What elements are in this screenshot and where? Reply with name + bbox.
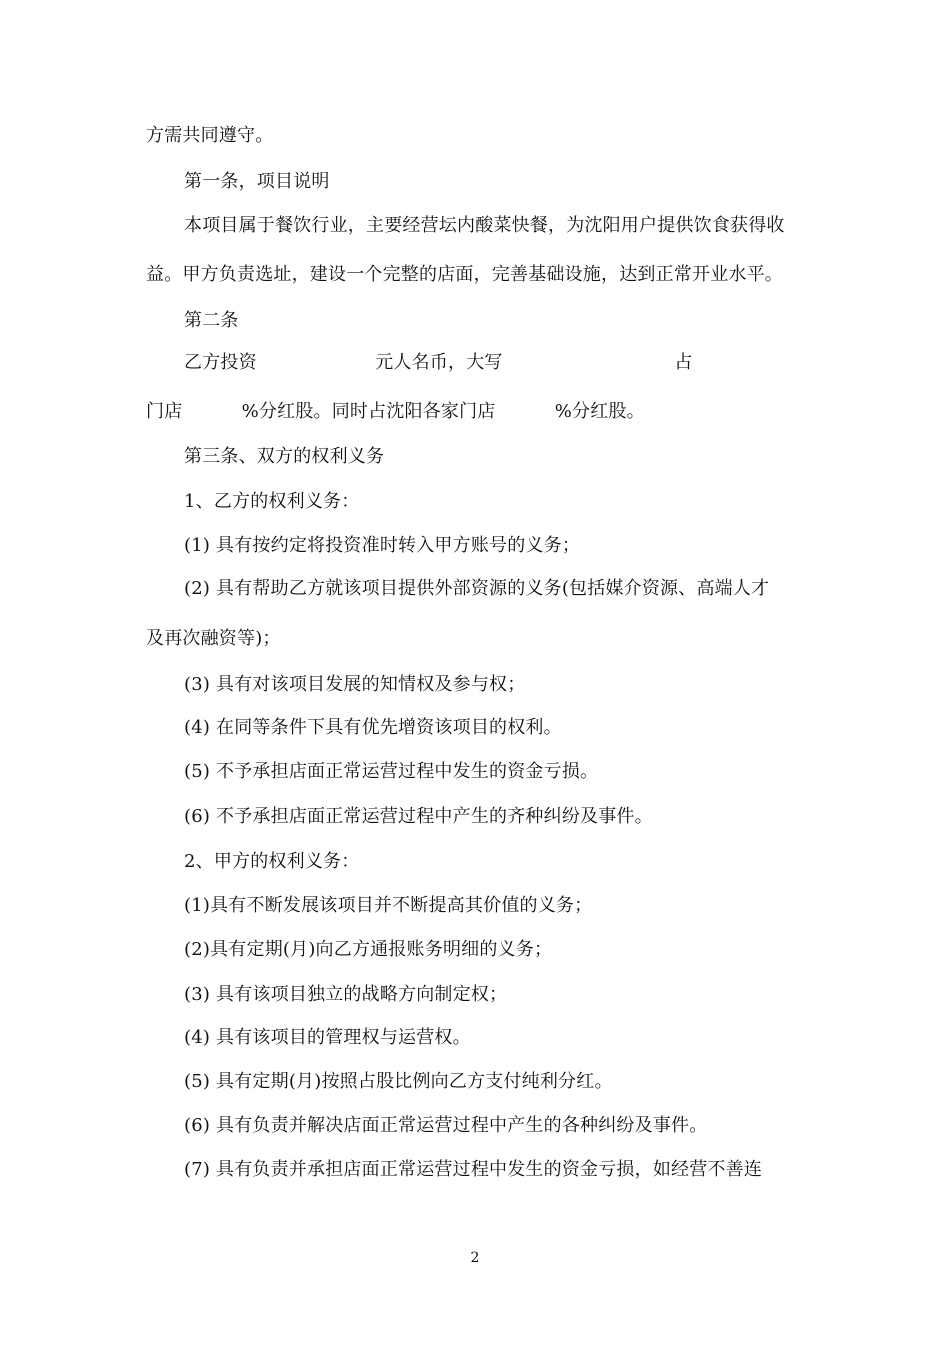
- text-line: 门店 %分红股。同时占沈阳各家门店 %分红股。: [146, 401, 645, 422]
- text-line: 本项目属于餐饮行业，主要经营坛内酸菜快餐，为沈阳用户提供饮食获得收: [184, 215, 785, 236]
- list-item: (4) 在同等条件下具有优先增资该项目的权利。: [184, 717, 562, 738]
- list-item: (7) 具有负责并承担店面正常运营过程中发生的资金亏损，如经营不善连: [184, 1159, 763, 1180]
- section-heading: 第三条、双方的权利义务: [184, 446, 385, 467]
- section-heading: 第二条: [184, 310, 239, 331]
- text-line: 益。甲方负责选址，建设一个完整的店面，完善基础设施，达到正常开业水平。: [146, 264, 783, 285]
- text-line: 及再次融资等)；: [146, 628, 281, 649]
- list-item: (3) 具有该项目独立的战略方向制定权；: [184, 984, 508, 1005]
- list-item: (2) 具有帮助乙方就该项目提供外部资源的义务(包括媒介资源、高端人才: [184, 578, 770, 599]
- subsection-heading: 1、乙方的权利义务：: [184, 491, 360, 512]
- list-item: (2)具有定期(月)向乙方通报账务明细的义务；: [184, 939, 553, 960]
- list-item: (3) 具有对该项目发展的知情权及参与权；: [184, 674, 526, 695]
- text-line: 乙方投资 元人名币，大写 占: [184, 352, 693, 373]
- page-number: 2: [470, 1250, 480, 1266]
- list-item: (5) 不予承担店面正常运营过程中发生的资金亏损。: [184, 761, 599, 782]
- list-item: (4) 具有该项目的管理权与运营权。: [184, 1027, 471, 1048]
- list-item: (1)具有不断发展该项目并不断提高其价值的义务；: [184, 895, 593, 916]
- list-item: (6) 具有负责并解决店面正常运营过程中产生的各种纠纷及事件。: [184, 1115, 708, 1136]
- list-item: (1) 具有按约定将投资准时转入甲方账号的义务；: [184, 535, 581, 556]
- list-item: (6) 不予承担店面正常运营过程中产生的齐种纠纷及事件。: [184, 806, 653, 827]
- subsection-heading: 2、甲方的权利义务：: [184, 851, 360, 872]
- text-line: 方需共同遵守。: [146, 125, 274, 146]
- section-heading: 第一条，项目说明: [184, 171, 330, 192]
- list-item: (5) 具有定期(月)按照占股比例向乙方支付纯利分红。: [184, 1071, 613, 1092]
